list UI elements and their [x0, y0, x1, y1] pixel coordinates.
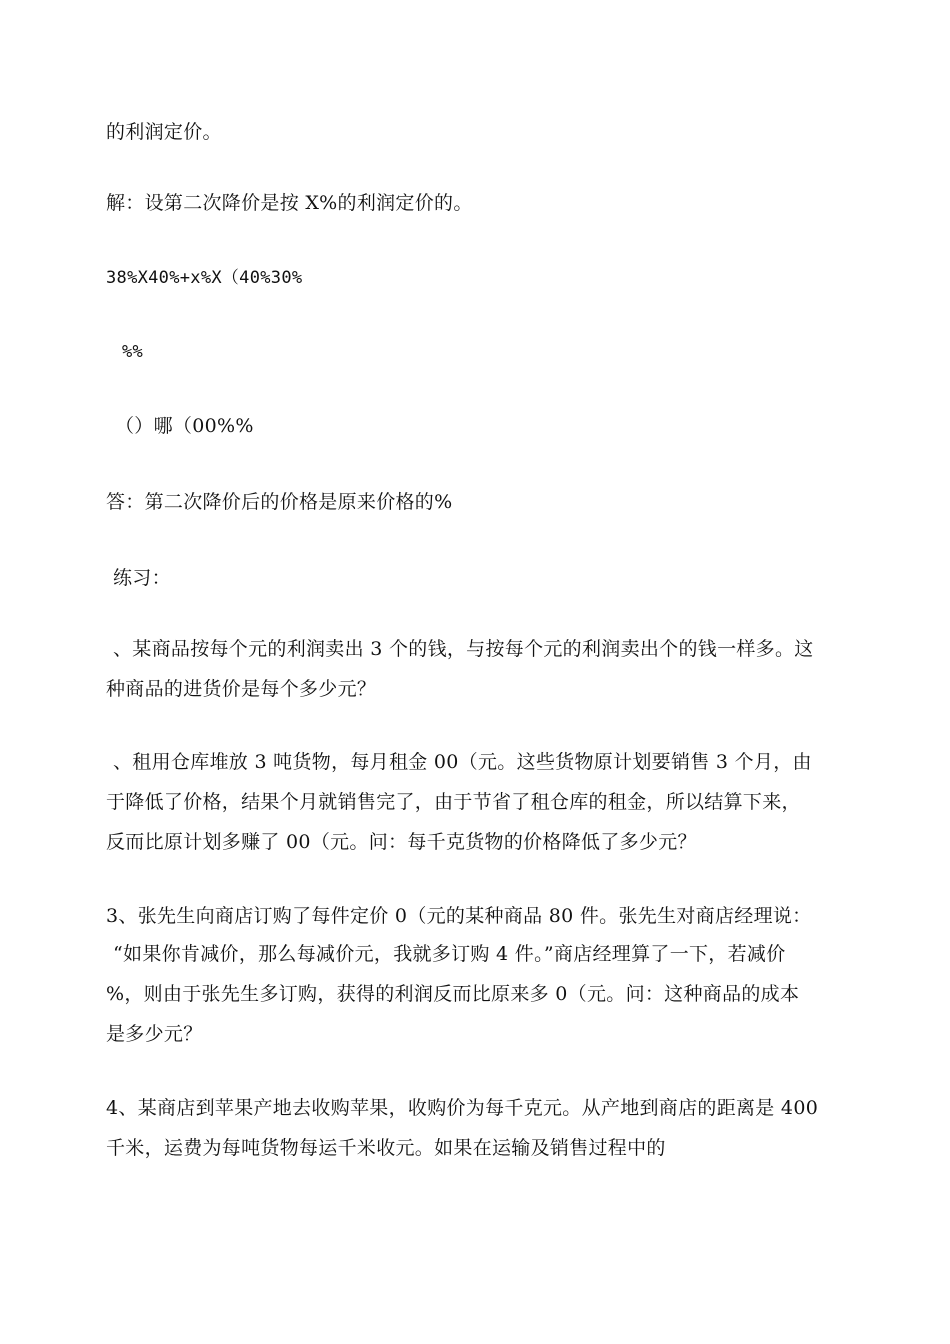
solution-line: 解：设第二次降价是按 X%的利润定价的。: [106, 192, 473, 214]
question-1-line: 种商品的进货价是每个多少元？: [106, 678, 377, 700]
exercise-heading: 练习：: [113, 567, 171, 589]
text-line: 的利润定价。: [106, 121, 222, 143]
question-1-line: 、某商品按每个元的利润卖出 3 个的钱，与按每个元的利润卖出个的钱一样多。这: [113, 638, 814, 660]
question-3-line: 是多少元？: [106, 1023, 203, 1045]
question-3-line: 3、张先生向商店订购了每件定价 0（元的某种商品 80 件。张先生对商店经理说：: [106, 905, 812, 927]
equation-line: 38%X40%+x%X（40%30%: [106, 268, 303, 288]
question-4-line: 4、某商店到苹果产地去收购苹果，收购价为每千克元。从产地到商店的距离是 400: [106, 1097, 819, 1119]
question-3-line: “如果你肯减价，那么每减价元，我就多订购 4 件。”商店经理算了一下，若减价: [113, 943, 786, 965]
question-2-line: 反而比原计划多赚了 00（元。问：每千克货物的价格降低了多少元？: [106, 831, 697, 853]
answer-line: 答：第二次降价后的价格是原来价格的%: [106, 491, 453, 513]
equation-line: %%: [122, 342, 144, 362]
equation-line: （）哪（00%%: [115, 415, 254, 437]
question-4-line: 千米，运费为每吨货物每运千米收元。如果在运输及销售过程中的: [106, 1137, 666, 1159]
question-2-line: 、租用仓库堆放 3 吨货物，每月租金 00（元。这些货物原计划要销售 3 个月，由: [113, 751, 812, 773]
question-3-line: %，则由于张先生多订购，获得的利润反而比原来多 0（元。问：这种商品的成本: [106, 983, 800, 1005]
question-2-line: 于降低了价格，结果个月就销售完了，由于节省了租仓库的租金，所以结算下来，: [106, 791, 801, 813]
